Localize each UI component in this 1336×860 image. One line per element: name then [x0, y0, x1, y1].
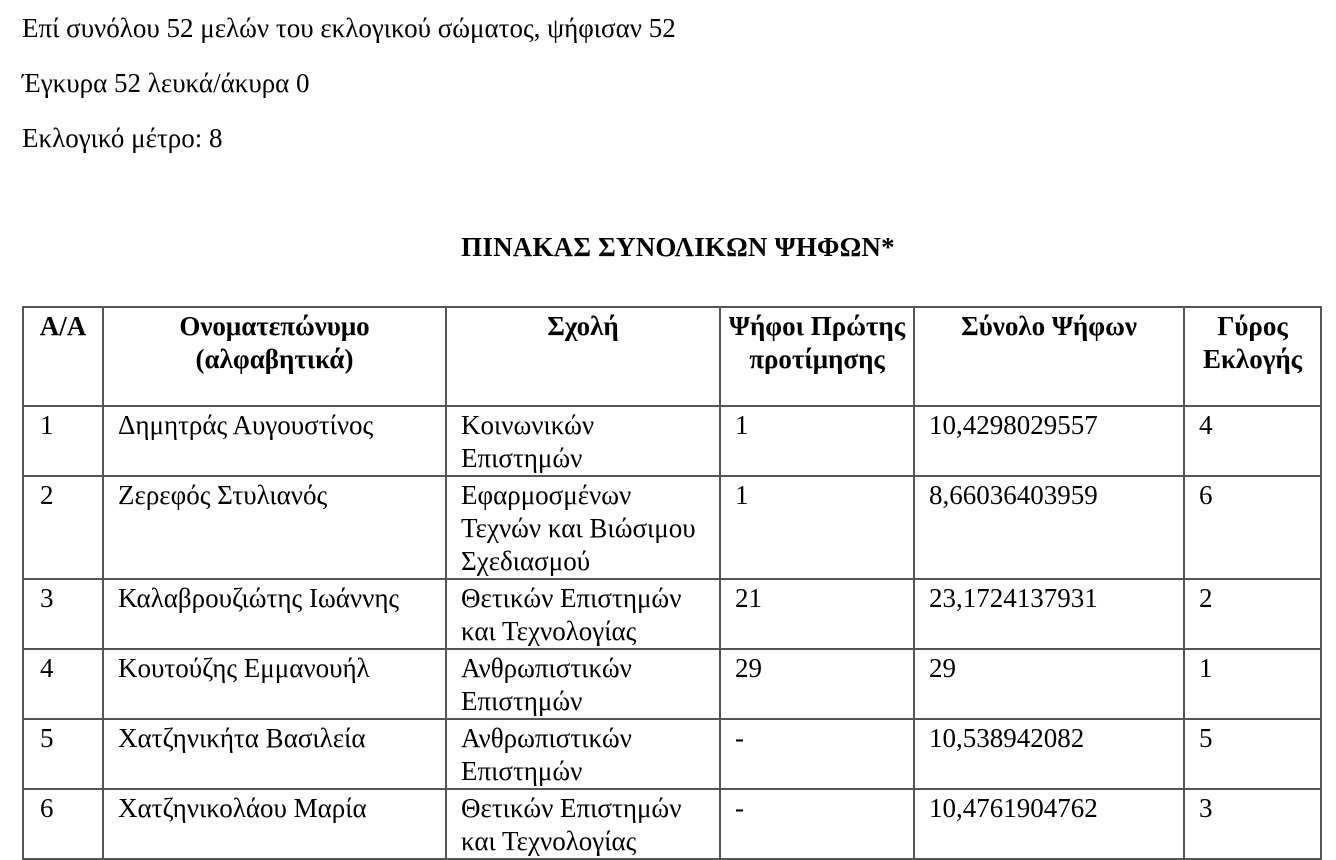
header-election-round: Γύρος Εκλογής [1184, 307, 1321, 406]
cell-school: Ανθρωπιστικών Επιστημών [446, 719, 720, 789]
cell-first-preference: 1 [720, 406, 914, 476]
cell-school: Θετικών Επιστημών και Τεχνολογίας [446, 579, 720, 649]
table-row [23, 649, 1321, 719]
cell-first-preference: - [720, 789, 914, 859]
table-row [23, 476, 1321, 579]
header-total-votes: Σύνολο Ψήφων [914, 307, 1184, 406]
cell-first-preference: 29 [720, 649, 914, 719]
header-name: Ονοματεπώνυμο (αλφαβητικά) [103, 307, 446, 406]
cell-name: Ζερεφός Στυλιανός [103, 476, 446, 579]
cell-first-preference: - [720, 719, 914, 789]
table-header-row [23, 307, 1321, 406]
table-row [23, 579, 1321, 649]
cell-aa: 6 [23, 789, 103, 859]
cell-aa: 3 [23, 579, 103, 649]
cell-school: Θετικών Επιστημών και Τεχνολογίας [446, 789, 720, 859]
cell-school: Ανθρωπιστικών Επιστημών [446, 649, 720, 719]
cell-total-votes: 8,66036403959 [914, 476, 1184, 579]
cell-election-round: 5 [1184, 719, 1321, 789]
cell-election-round: 6 [1184, 476, 1321, 579]
cell-first-preference: 21 [720, 579, 914, 649]
cell-total-votes: 23,1724137931 [914, 579, 1184, 649]
cell-name: Χατζηνικολάου Μαρία [103, 789, 446, 859]
cell-election-round: 2 [1184, 579, 1321, 649]
cell-school: Κοινωνικών Επιστημών [446, 406, 720, 476]
cell-name: Δημητράς Αυγουστίνος [103, 406, 446, 476]
table-row [23, 719, 1321, 789]
cell-name: Κουτούζης Εμμανουήλ [103, 649, 446, 719]
cell-aa: 2 [23, 476, 103, 579]
header-first-preference: Ψήφοι Πρώτης προτίμησης [720, 307, 914, 406]
summary-quota-line: Εκλογικό μέτρο: 8 [22, 123, 223, 153]
cell-election-round: 4 [1184, 406, 1321, 476]
cell-aa: 5 [23, 719, 103, 789]
cell-aa: 4 [23, 649, 103, 719]
cell-total-votes: 10,538942082 [914, 719, 1184, 789]
summary-valid-line: Έγκυρα 52 λευκά/άκυρα 0 [22, 68, 310, 98]
cell-total-votes: 10,4298029557 [914, 406, 1184, 476]
cell-total-votes: 10,4761904762 [914, 789, 1184, 859]
table-row [23, 406, 1321, 476]
cell-first-preference: 1 [720, 476, 914, 579]
cell-school: Εφαρμοσμένων Τεχνών και Βιώσιμου Σχεδιασμού [446, 476, 720, 579]
table-row [23, 789, 1321, 859]
cell-aa: 1 [23, 406, 103, 476]
cell-name: Χατζηνικήτα Βασιλεία [103, 719, 446, 789]
cell-total-votes: 29 [914, 649, 1184, 719]
cell-name: Καλαβρουζιώτης Ιωάννης [103, 579, 446, 649]
results-table [22, 306, 1322, 860]
cell-election-round: 3 [1184, 789, 1321, 859]
header-aa: Α/Α [23, 307, 103, 406]
cell-election-round: 1 [1184, 649, 1321, 719]
table-title: ΠΙΝΑΚΑΣ ΣΥΝΟΛΙΚΩΝ ΨΗΦΩΝ* [461, 232, 895, 262]
header-school: Σχολή [446, 307, 720, 406]
summary-voters-line: Επί συνόλου 52 μελών του εκλογικού σώματος, ψήφισαν 52 [22, 13, 676, 43]
